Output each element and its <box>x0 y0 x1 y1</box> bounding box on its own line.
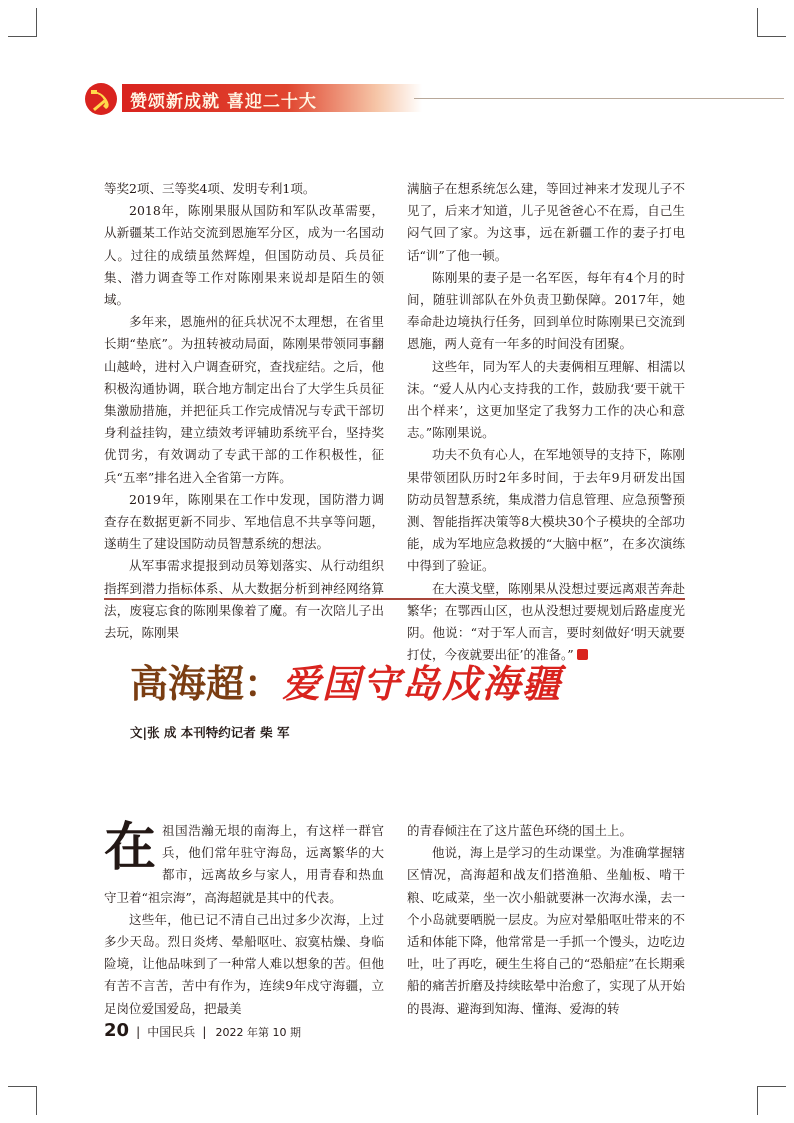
paragraph-text: 在大漠戈壁，陈刚果从没想过要远离艰苦奔赴繁华；在鄂西山区，也从没想过要规划后路虚度光阴。他说：“对于军人而言，要时刻做好‘明天就要打仗，今夜就要出征’的准备。” <box>407 580 685 663</box>
magazine-name: 中国民兵 <box>147 1025 196 1039</box>
paragraph: 2018年，陈刚果服从国防和军队改革需要，从新疆某工作站交流到恩施军分区，成为一名国动人。过往的成绩虽然辉煌，但国防动员、兵员征集、潜力调查等工作对陈刚果来说却是陌生的领域。 <box>104 203 384 308</box>
paragraph: 这些年，同为军人的夫妻俩相互理解、相濡以沫。“爱人从内心支持我的工作，鼓励我‘要干就干出个样来’，这更加坚定了我努力工作的决心和意志。”陈刚果说。 <box>407 358 685 441</box>
paragraph: 满脑子在想系统怎么建，等回过神来才发现儿子不见了，后来才知道，儿子见爸爸心不在焉，自己生闷气回了家。为这事，远在新疆工作的妻子打电话“训”了他一顿。 <box>407 181 685 263</box>
paragraph: 等奖2项、三等奖4项、发明专利1项。 <box>104 181 316 196</box>
paragraph-last <box>407 578 685 667</box>
byline: 文|张 成 本刊特约记者 柴 军 <box>130 725 290 740</box>
paragraph: 多年来，恩施州的征兵状况不太理想，在省里长期“垫底”。为扭转被动局面，陈刚果带领同事翻山越岭，进村入户调查研究，查找症结。之后，他积极沟通协调，联合地方制定出台了大学生兵员征集激励措施，并把征兵工作完成情况与专武干部切身利益挂钩，建立绩效考评辅助系统平台，坚持奖优罚劣，有效调动了专武干部的工作积极性，征兵“五率”排名进入全省第一方阵。 <box>104 314 384 485</box>
section-banner <box>84 82 784 116</box>
crop-mark-bottom-left <box>8 1086 37 1115</box>
article1-column-right <box>407 178 685 666</box>
footer-separator: | <box>136 1025 141 1039</box>
party-emblem-icon <box>84 82 118 116</box>
end-mark-icon <box>577 649 588 660</box>
article2-column-right <box>407 820 685 1020</box>
paragraph: 2019年，陈刚果在工作中发现，国防潜力调查存在数据更新不同步、军地信息不共享等问题，遂萌生了建设国防动员智慧系统的想法。 <box>104 491 384 552</box>
crop-mark-bottom-right <box>757 1086 786 1115</box>
paragraph: 他说，海上是学习的生动课堂。为准确掌握辖区情况，高海超和战友们搭渔船、坐舢板、啃干粮、吃咸菜，坐一次小船就要淋一次海水澡，去一个小岛就要晒脱一层皮。为应对晕船呕吐带来的不适和体能下降，他常常是一手抓一个馒头，边吃边吐，吐了再吃，硬生生将自己的“恐船症”在长期乘船的痛苦折磨及持续眩晕中治愈了，实现了从开始的畏海、避海到知海、懂海、爱海的转 <box>407 845 685 1016</box>
banner-title: 赞颂新成就 喜迎二十大 <box>130 92 317 112</box>
banner-ribbon <box>122 84 422 112</box>
article-title <box>130 662 562 706</box>
footer-separator: | <box>202 1025 207 1039</box>
crop-mark-top-left <box>8 8 37 37</box>
lead-paragraph <box>104 817 384 909</box>
paragraph: 这些年，他已记不清自己出过多少次海，上过多少天岛。烈日炎烤、晕船呕吐、寂寞枯燥、身临险境，让他品味到了一种常人难以想象的苦。但他有苦不言苦，苦中有作为，连续9年戍守海疆，立足岗位爱国爱岛，把最美 <box>104 911 384 1016</box>
lead-text: 祖国浩瀚无垠的南海上，有这样一群官兵，他们常年驻守海岛，远离繁华的大都市，远离故乡与家人，用青春和热血守卫着“祖宗海”，高海超就是其中的代表。 <box>104 823 384 905</box>
banner-rule <box>414 98 784 99</box>
paragraph: 从军事需求提报到动员筹划落实、从行动组织指挥到潜力指标体系、从大数据分析到神经网络算法，废寝忘食的陈刚果像着了魔。有一次陪儿子出去玩，陈刚果 <box>104 558 384 641</box>
article-title-name: 高海超： <box>130 662 283 706</box>
page-number: 20 <box>104 1020 130 1041</box>
article-title-subtitle: 爱国守岛戍海疆 <box>282 661 563 706</box>
page-footer <box>104 1020 301 1041</box>
paragraph: 陈刚果的妻子是一名军医，每年有4个月的时间，随驻训部队在外负责卫勤保障。2017年，她奉命赴边境执行任务，回到单位时陈刚果已交流到恩施，两人竟有一年多的时间没有团聚。 <box>407 269 685 352</box>
paragraph: 功夫不负有心人，在军地领导的支持下，陈刚果带领团队历时2年多时间，于去年9月研发出国防动员智慧系统，集成潜力信息管理、应急预警预测、智能指挥决策等8大模块30个子模块的全部功能，成为军地应急救援的“大脑中枢”，在多次演练中得到了验证。 <box>407 447 685 574</box>
issue-label: 2022 年第 10 期 <box>215 1026 302 1039</box>
section-divider <box>104 598 685 600</box>
article2-column-left <box>104 817 384 1020</box>
article1-column-left <box>104 178 384 644</box>
paragraph: 的青春倾注在了这片蓝色环绕的国土上。 <box>407 823 633 838</box>
crop-mark-top-right <box>757 8 786 37</box>
drop-cap: 在 <box>104 817 157 878</box>
